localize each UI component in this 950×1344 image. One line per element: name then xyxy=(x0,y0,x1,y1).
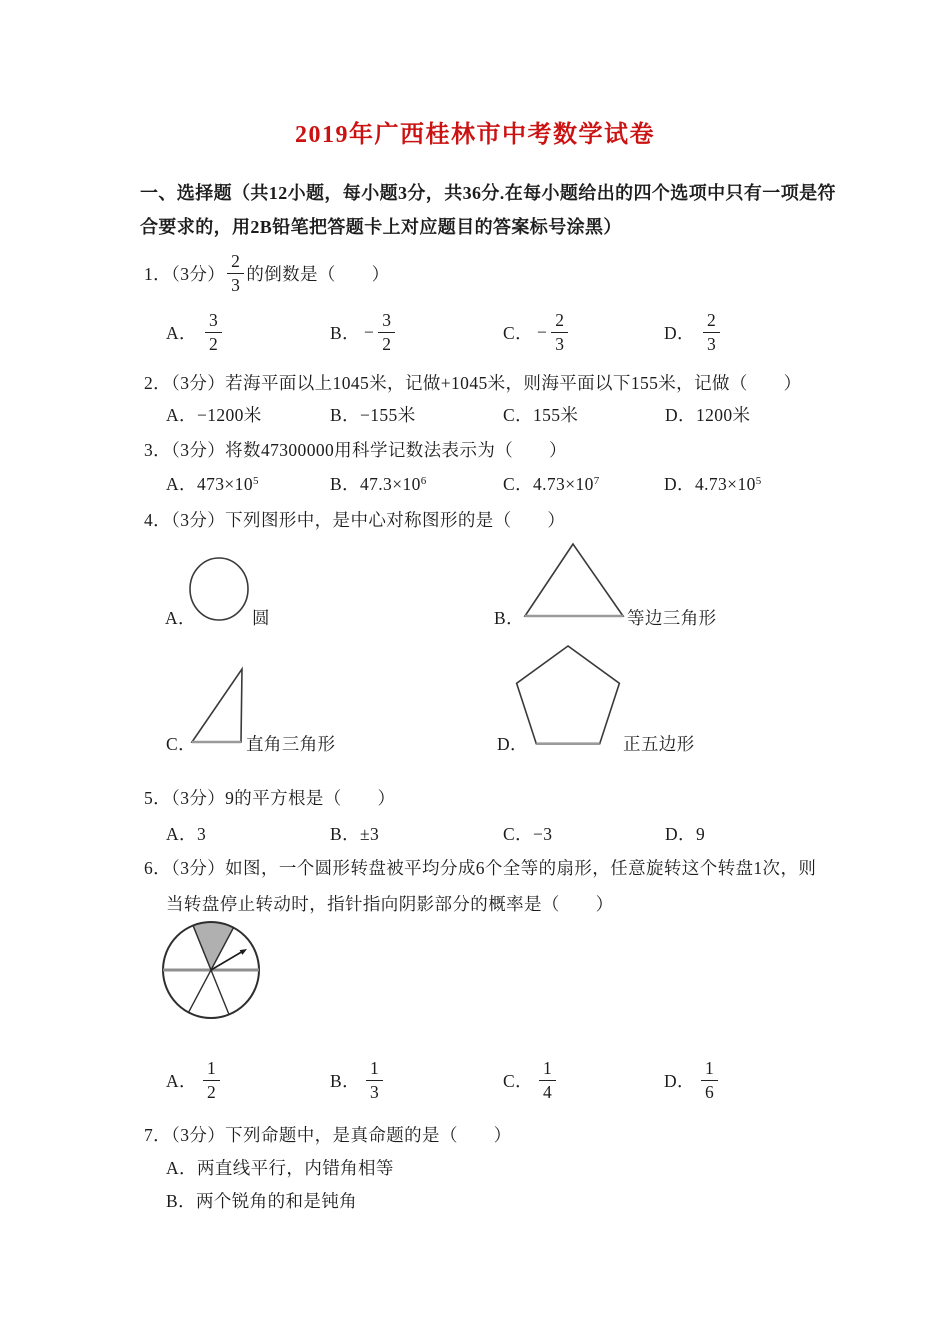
fraction: $\frac{2}{3}$ xyxy=(703,311,720,353)
q4-figure-d-caption: 正五边形 xyxy=(623,734,695,754)
q5-option-b: B．±3 xyxy=(330,824,380,844)
fraction: $\frac{1}{2}$ xyxy=(203,1059,220,1101)
question-1-prefix: 1．（3分） xyxy=(144,263,226,284)
q1-option-c xyxy=(503,310,570,354)
q6-option-d xyxy=(664,1060,720,1100)
section-heading-line1: 一、选择题（共12小题，每小题3分，共36分.在每小题给出的四个选项中只有一项是符 xyxy=(140,183,836,203)
q4-figure-a-label: A． xyxy=(165,608,196,628)
fraction: $\frac{3}{2}$ xyxy=(378,311,395,353)
q7-option-b: B．两个锐角的和是钝角 xyxy=(166,1191,358,1211)
q1-option-a xyxy=(166,310,224,354)
section-heading-line2: 合要求的，用2B铅笔把答题卡上对应题目的答案标号涂黑） xyxy=(140,217,622,237)
q1-option-d xyxy=(664,310,722,354)
q4-figure-d-label: D． xyxy=(497,734,528,754)
question-6-stem-line2: 当转盘停止转动时，指针指向阴影部分的概率是（ ） xyxy=(166,894,614,914)
circle-figure xyxy=(188,556,252,622)
q6-option-a xyxy=(166,1060,222,1100)
option-label: C． xyxy=(503,1070,533,1091)
question-5-stem: 5．（3分）9的平方根是（ ） xyxy=(144,788,396,808)
q4-figure-b-label: B． xyxy=(494,608,524,628)
q4-figure-a-caption: 圆 xyxy=(252,608,270,628)
question-4-stem: 4．（3分）下列图形中，是中心对称图形的是（ ） xyxy=(144,510,566,530)
q4-figure-c-caption: 直角三角形 xyxy=(246,734,336,754)
fraction: $\frac{3}{2}$ xyxy=(205,311,222,353)
fraction: $\frac{2}{3}$ xyxy=(551,311,568,353)
q3-option-b: B．$47.3\times 10^6$ xyxy=(330,474,427,494)
minus-sign: − xyxy=(363,321,375,342)
spinner-shaded-sector xyxy=(193,922,234,970)
option-label: D． xyxy=(664,1070,695,1091)
q5-option-d: D．9 xyxy=(665,824,706,844)
exponent: 7 xyxy=(593,475,600,487)
equilateral-triangle-figure xyxy=(520,538,630,622)
fraction: $\frac{1}{6}$ xyxy=(701,1059,718,1101)
q1-option-b xyxy=(330,310,397,354)
q2-option-c: C．155米 xyxy=(503,405,579,425)
option-label: D． xyxy=(664,322,695,343)
q3-option-c: C．$4.73\times 10^7$ xyxy=(503,474,600,494)
q2-option-a: A．−1200米 xyxy=(166,405,262,425)
q3-option-d: D．$4.73\times 10^5$ xyxy=(664,474,762,494)
option-label: B． xyxy=(330,322,360,343)
fraction: $\frac{1}{4}$ xyxy=(539,1059,556,1101)
question-1-stem xyxy=(144,251,390,295)
option-label: B． xyxy=(330,1070,360,1091)
minus-sign: − xyxy=(536,321,548,342)
q5-option-a: A．3 xyxy=(166,824,207,844)
exponent: 5 xyxy=(252,475,259,487)
exponent: 5 xyxy=(755,475,762,487)
option-label: C． xyxy=(503,322,533,343)
q5-option-c: C．−3 xyxy=(503,824,553,844)
question-6-stem-line1: 6．（3分）如图，一个圆形转盘被平均分成6个全等的扇形，任意旋转这个转盘1次，则 xyxy=(144,858,817,878)
q2-option-b: B．−155米 xyxy=(330,405,416,425)
option-label: A． xyxy=(166,1070,197,1091)
option-label: A． xyxy=(166,322,197,343)
question-7-stem: 7．（3分）下列命题中，是真命题的是（ ） xyxy=(144,1125,512,1145)
question-2-stem: 2．（3分）若海平面以上1045米，记做+1045米，则海平面以下155米，记做（ ） xyxy=(144,373,802,393)
q6-option-c xyxy=(503,1060,558,1100)
q3-option-a: A．$473\times 10^5$ xyxy=(166,474,259,494)
page-title: 2019年广西桂林市中考数学试卷 xyxy=(295,122,655,148)
q4-figure-c-label: C． xyxy=(166,734,196,754)
q7-option-a: A．两直线平行，内错角相等 xyxy=(166,1158,394,1178)
fraction: $\frac{1}{3}$ xyxy=(366,1059,383,1101)
question-3-stem: 3．（3分）将数47300000用科学记数法表示为（ ） xyxy=(144,440,567,460)
q4-figure-b-caption: 等边三角形 xyxy=(627,608,717,628)
exponent: 6 xyxy=(420,475,427,487)
q2-option-d: D．1200米 xyxy=(665,405,751,425)
q6-option-b xyxy=(330,1060,385,1100)
spinner-figure xyxy=(158,918,268,1028)
question-1-suffix: 的倒数是（ ） xyxy=(246,263,390,284)
fraction: $\frac{2}{3}$ xyxy=(227,252,244,294)
